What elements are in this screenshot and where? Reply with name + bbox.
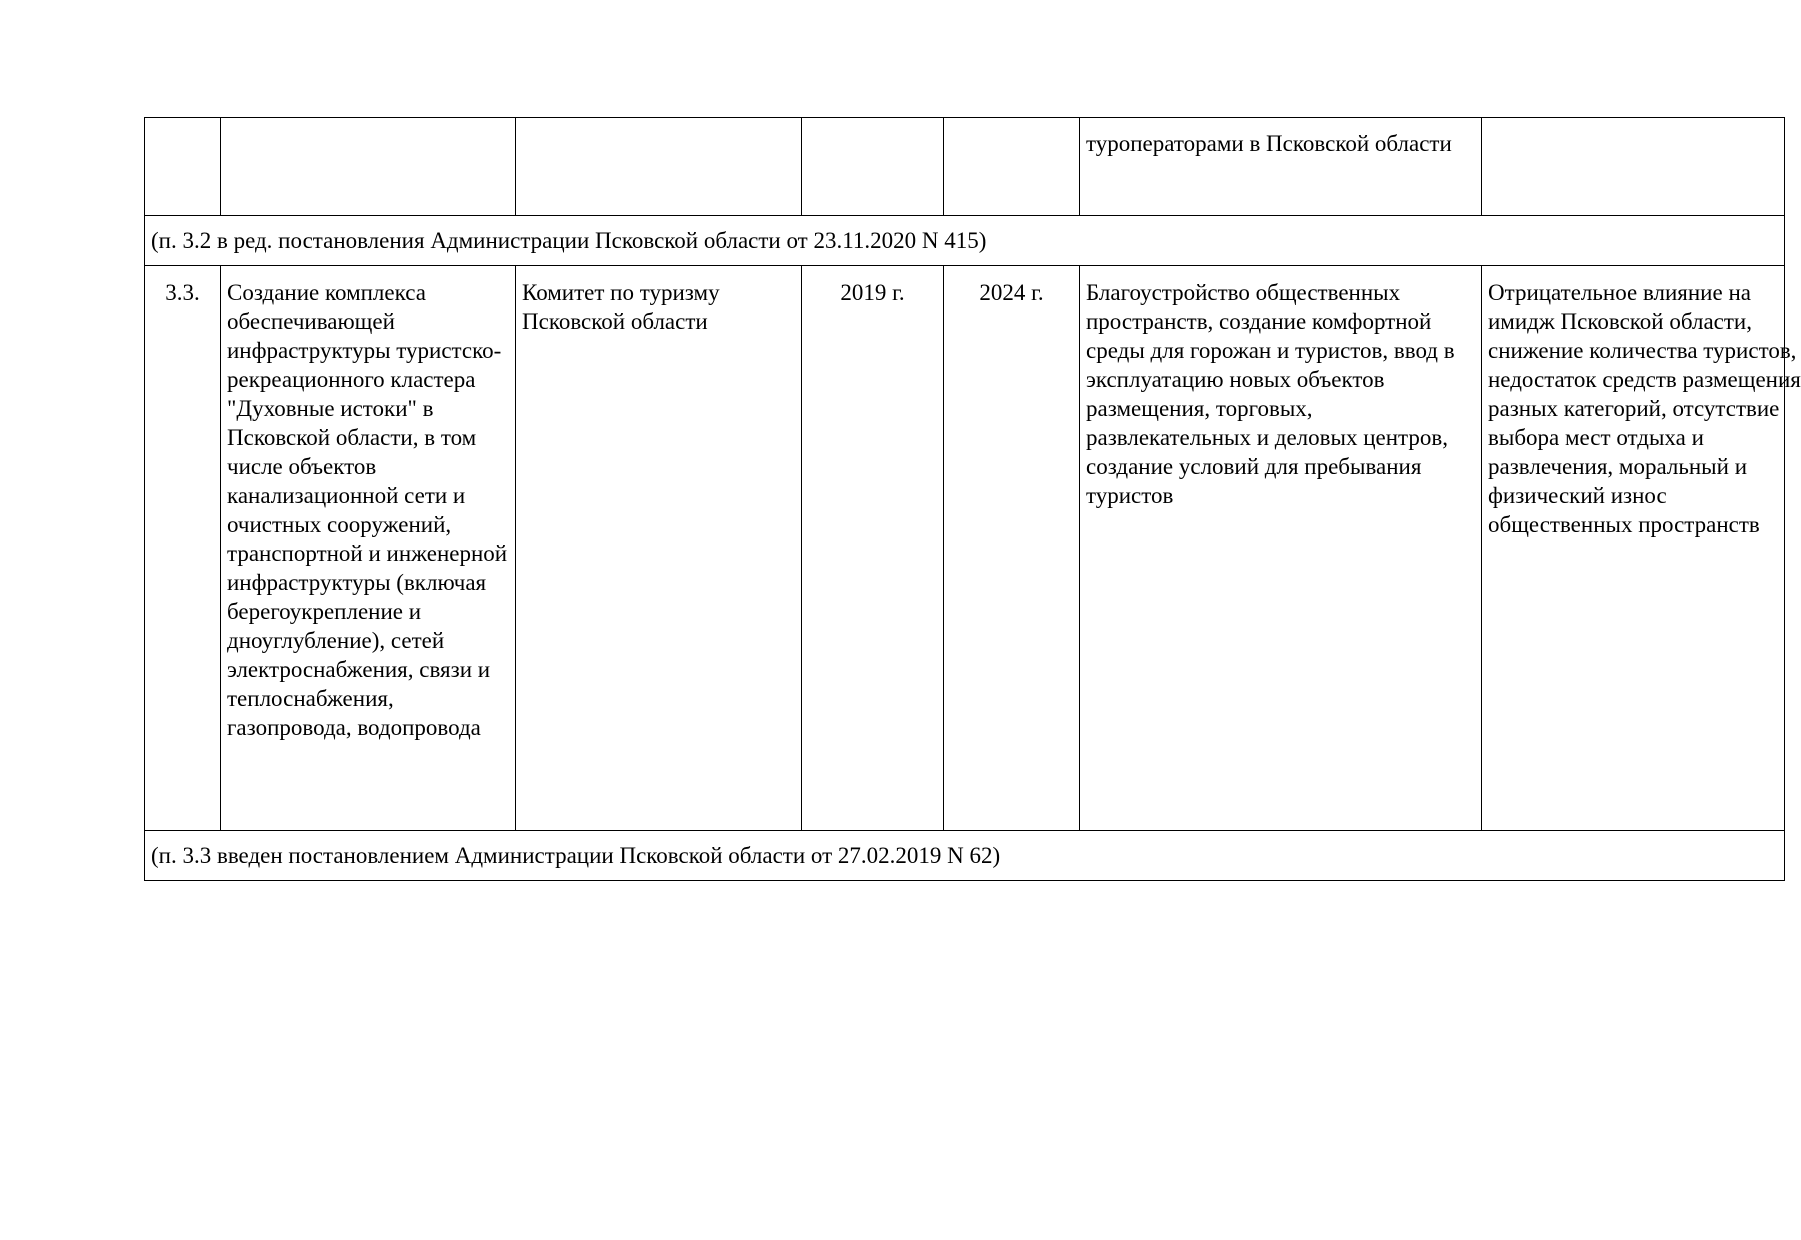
cell-risk [1482, 118, 1785, 216]
measures-table [144, 117, 1801, 881]
risk-line: выбора мест отдыха и [1488, 425, 1704, 450]
cell-risk [1482, 266, 1801, 831]
risk-line: недостаток средств размещения [1488, 367, 1801, 392]
cell-executor: Комитет по туризму Псковской области [516, 266, 802, 831]
cell-name [221, 118, 516, 216]
cell-end-year [944, 118, 1080, 216]
cell-result: туроператорами в Псковской области [1080, 118, 1482, 216]
amendment-note: (п. 3.3 введен постановлением Администрации Псковской области от 27.02.2019 N 62) [145, 831, 1785, 881]
cell-result: Благоустройство общественных пространств, создание комфортной среды для горожан и туристов, ввод в эксплуатацию новых объектов размещения, торговых, развлекательных и деловых центров, создание условий для пребывания туристов [1080, 266, 1482, 831]
cell-end-year: 2024 г. [944, 266, 1080, 831]
cell-number [145, 118, 221, 216]
table-row-continuation [145, 118, 1785, 216]
cell-start-year [802, 118, 944, 216]
risk-line: имидж Псковской области, [1488, 309, 1752, 334]
table-row-3-3 [145, 266, 1785, 831]
table-row-note-3-2 [145, 216, 1785, 266]
cell-executor [516, 118, 802, 216]
risk-line: физический износ [1488, 483, 1667, 508]
risk-line: общественных пространств [1488, 512, 1760, 537]
cell-start-year: 2019 г. [802, 266, 944, 831]
risk-line: Отрицательное влияние на [1488, 280, 1751, 305]
cell-number: 3.3. [145, 266, 221, 831]
risk-line: разных категорий, отсутствие [1488, 396, 1780, 421]
table-row-note-3-3 [145, 831, 1785, 881]
risk-line: снижение количества туристов, [1488, 338, 1797, 363]
cell-name: Создание комплекса обеспечивающей инфраструктуры туристско-рекреационного кластера "Духовные истоки" в Псковской области, в том числе объектов канализационной сети и очистных сооружений, транспортной и инженерной инфраструктуры (включая берегоукрепление и дноуглубление), сетей электроснабжения, связи и теплоснабжения, газопровода, водопровода [221, 266, 516, 831]
amendment-note: (п. 3.2 в ред. постановления Администрации Псковской области от 23.11.2020 N 415) [145, 216, 1785, 266]
risk-line: развлечения, моральный и [1488, 454, 1747, 479]
